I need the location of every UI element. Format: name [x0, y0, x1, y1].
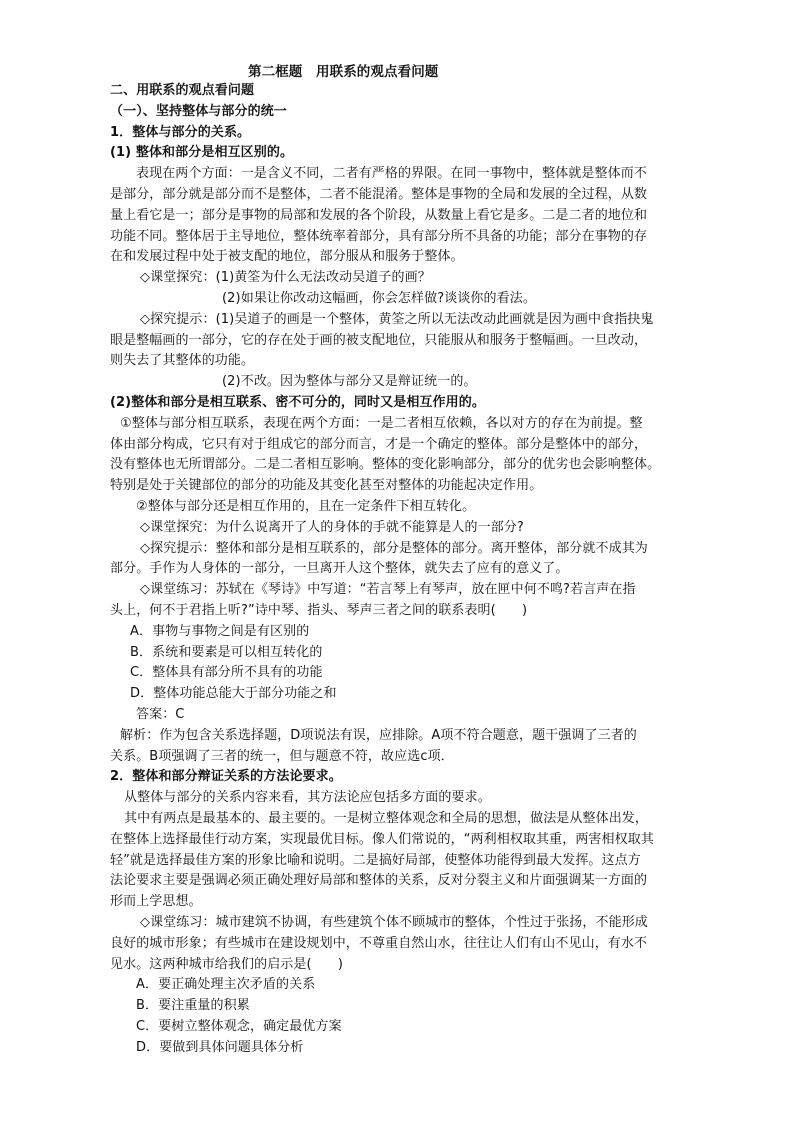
text-line: 在和发展过程中处于被支配的地位，部分服从和服务于整体。: [110, 249, 464, 265]
text-line: 解析：作为包含关系选择题，D项说法有误，应排除。A项不符合题意，题干强调了三者的: [120, 727, 637, 743]
text-line: 在整体上选择最佳行动方案，实现最优目标。像人们常说的，“两利相权取其重，两害相权取其: [110, 831, 654, 847]
text-line: B．系统和要素是可以相互转化的: [130, 644, 323, 660]
text-line: D．要做到具体问题具体分析: [136, 1039, 304, 1055]
text-line: 部分。手作为人身体的一部分，一旦离开人这个整体，就失去了应有的意义了。: [110, 561, 569, 577]
text-line: 见水。这两种城市给我们的启示是( ): [110, 956, 344, 972]
text-line: ◇课堂练习：城市建筑不协调，有些建筑个体不顾城市的整体，个性过于张扬，不能形成: [140, 915, 648, 930]
text-line: (2)不改。因为整体与部分又是辩证统一的。: [222, 374, 477, 390]
text-line: ◇探究提示：整体和部分是相互联系的，部分是整体的部分。离开整体，部分就不成其为: [140, 540, 648, 556]
text-line: 是部分，部分就是部分而不是整体，二者不能混淆。整体是事物的全局和发展的全过程，从数: [110, 187, 648, 202]
section-heading: (1) 整体和部分是相互区别的。: [110, 145, 294, 161]
text-line: ◇课堂练习：苏轼在《琴诗》中写道：“若言琴上有琴声，放在匣中何不鸣?若言声在指: [140, 582, 636, 598]
text-line: ◇课堂探究：(1)黄筌为什么无法改动吴道子的画？: [140, 270, 431, 286]
text-line: ◇课堂探究：为什么说离开了人的身体的手就不能算是人的一部分?: [140, 519, 524, 535]
text-line: 轻”就是选择最佳方案的形象比喻和说明。二是搞好局部，使整体功能得到最大发挥。这点方: [110, 852, 641, 868]
text-line: 形而上学思想。: [110, 894, 202, 910]
section-heading: 1．整体与部分的关系。: [110, 124, 251, 140]
text-line: (2)如果让你改动这幅画，你会怎样做?谈谈你的看法。: [222, 291, 536, 306]
text-line: 特别是处于关键部位的部分的功能及其变化甚至对整体的功能起决定作用。: [110, 478, 543, 494]
section-heading: 2．整体和部分辩证关系的方法论要求。: [110, 769, 342, 785]
text-line: C．整体具有部分所不具有的功能: [130, 665, 323, 681]
section-heading: (2)整体和部分是相互联系、密不可分的，同时又是相互作用的。: [110, 395, 485, 410]
text-line: ②整体与部分还是相互作用的，且在一定条件下相互转化。: [136, 499, 476, 514]
text-line: D．整体功能总能大于部分功能之和: [130, 686, 337, 702]
text-line: 头上，何不于君指上听?”诗中琴、指头、琴声三者之间的联系表明( ): [110, 603, 528, 618]
text-line: C．要树立整体观念，确定最优方案: [136, 1019, 342, 1034]
text-line: B．要注重量的积累: [136, 998, 250, 1014]
text-line: 法论要求主要是强调必须正确处理好局部和整体的关系，反对分裂主义和片面强调某一方面的: [110, 873, 648, 889]
text-line: 表现在两个方面：一是含义不同，二者有严格的界限。在同一事物中，整体就是整体而不: [136, 166, 647, 182]
text-line: 关系。B项强调了三者的统一，但与题意不符，故应选c项．: [110, 748, 454, 764]
text-line: 则失去了其整体的功能。: [110, 353, 255, 369]
text-line: 良好的城市形象；有些城市在建设规划中，不尊重自然山水，往往让人们有山不见山，有水不: [110, 935, 648, 951]
section-heading: 二、用联系的观点看问题: [110, 83, 255, 98]
page-title: 第二框题 用联系的观点看问题: [248, 64, 439, 80]
text-line: 从整体与部分的关系内容来看，其方法论应包括多方面的要求。: [124, 790, 491, 806]
text-line: 其中有两点是最基本的、最主要的。一是树立整体观念和全局的思想，做法是从整体出发，: [124, 811, 649, 826]
text-line: 功能不同。整体居于主导地位，整体统率着部分，具有部分所不具备的功能；部分在事物的存: [110, 228, 648, 244]
text-line: 没有整体也无所谓部分。二是二者相互影响。整体的变化影响部分，部分的优劣也会影响整体。: [110, 457, 661, 473]
text-line: A．事物与事物之间是有区别的: [130, 623, 310, 639]
text-line: ①整体与部分相互联系，表现在两个方面：一是二者相互依赖，各以对方的存在为前提。整: [120, 415, 643, 431]
text-line: ◇探究提示：(1)吴道子的画是一个整体，黄筌之所以无法改动此画就是因为画中食指抉鬼: [140, 311, 654, 327]
text-line: A．要正确处理主次矛盾的关系: [136, 977, 316, 993]
text-line: 量上看它是一；部分是事物的局部和发展的各个阶段，从数量上看它是多。二是二者的地位和: [110, 207, 648, 223]
text-line: 眼是整幅画的一部分，它的存在处于画的被支配地位，只能服从和服务于整幅画。一旦改动，: [110, 332, 648, 348]
section-heading: （一）、坚持整体与部分的统一: [110, 103, 287, 119]
text-line: 体由部分构成，它只有对于组成它的部分而言，才是一个确定的整体。部分是整体中的部分，: [110, 436, 648, 452]
text-line: 答案：C: [136, 707, 185, 722]
